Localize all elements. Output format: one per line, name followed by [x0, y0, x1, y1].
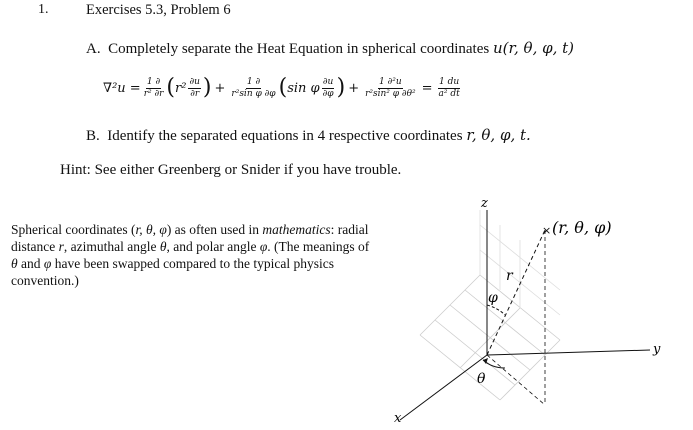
part-a-text: Completely separate the Heat Equation in spherical coordinates: [108, 41, 490, 57]
fraction-numerator: 1 ∂: [146, 76, 161, 87]
part-a-label: A.: [86, 41, 101, 57]
caption-vars: r, θ, φ: [135, 222, 167, 237]
hint-text: Hint: See either Greenberg or Snider if you have trouble.: [60, 162, 402, 178]
caption-text: : radial distance: [11, 222, 369, 254]
theta-label: θ: [477, 371, 486, 387]
projection-floor: [487, 355, 545, 405]
eq-term1-prefactor: [143, 77, 165, 100]
fraction-numerator: 1 ∂: [246, 76, 261, 87]
caption-text: Spherical coordinates (: [11, 222, 136, 237]
left-paren: (: [278, 75, 288, 100]
fraction-denominator: r²sin φ ∂φ: [231, 88, 276, 99]
heat-equation: [103, 70, 463, 106]
caption-text: ) as often used in: [166, 222, 260, 237]
eq-term2-prefactor: [230, 77, 276, 100]
part-b-text: Identify the separated equations in 4 respective coordinates: [107, 128, 463, 144]
caption-var: φ: [259, 239, 268, 254]
eq-term3: [364, 77, 417, 100]
fraction-denominator: ∂r: [190, 88, 200, 99]
fraction-numerator: 1 ∂²u: [379, 76, 402, 87]
caption-var: r: [58, 239, 64, 254]
point-marker-icon: ×: [542, 224, 552, 237]
plus-sign: +: [348, 80, 360, 96]
part-b-label: B.: [86, 128, 100, 144]
fraction-denominator: a² dt: [438, 88, 460, 99]
exercise-title: Exercises 5.3, Problem 6: [86, 2, 231, 18]
caption-text: and: [17, 256, 44, 271]
plus-sign: +: [214, 80, 226, 96]
equals-sign: =: [421, 80, 433, 96]
fraction-numerator: 1 du: [439, 76, 460, 87]
x-axis: [400, 355, 487, 420]
eq-term2-inner-fraction: [322, 77, 335, 100]
eq-rhs: [438, 77, 461, 100]
caption-text: , and polar angle: [166, 239, 260, 254]
eq-term1-inner: r²: [175, 80, 187, 96]
caption-text: . (The meanings of: [267, 239, 370, 254]
point-label: (r, θ, φ): [552, 218, 612, 237]
part-b-coords: r, θ, φ, t.: [466, 126, 531, 144]
fraction-denominator: r²sin² φ ∂θ²: [365, 88, 416, 99]
right-paren: ): [336, 75, 346, 100]
fraction-denominator: ∂φ: [322, 88, 334, 99]
part-a-function: u(r, θ, φ, t): [492, 39, 575, 57]
left-paren: (: [166, 75, 176, 100]
exercise-number: 1.: [38, 2, 49, 17]
eq-term2-inner: sin φ: [287, 80, 320, 96]
r-label: r: [506, 268, 513, 284]
x-axis-label: x: [394, 411, 402, 425]
part-a: [86, 39, 574, 58]
caption-var: θ: [11, 256, 18, 271]
z-axis-label: z: [481, 196, 488, 211]
caption-var: φ: [43, 256, 52, 271]
right-paren: ): [202, 75, 212, 100]
spherical-coordinates-diagram: [380, 190, 680, 425]
fraction-numerator: ∂u: [189, 76, 200, 87]
y-axis-label: y: [653, 342, 661, 357]
caption-text: , azimuthal angle: [63, 239, 160, 254]
eq-lhs: ∇²u =: [103, 80, 141, 96]
fraction-denominator: r² ∂r: [143, 88, 164, 99]
fraction-numerator: ∂u: [322, 76, 334, 87]
phi-label: φ: [488, 290, 498, 306]
caption-text: have been swapped compared to the typical physics convention.): [11, 256, 335, 288]
figure-caption: [11, 221, 371, 289]
y-axis: [487, 350, 650, 355]
caption-var: θ: [159, 239, 167, 254]
part-b: [86, 126, 531, 145]
eq-term1-inner-fraction: [188, 77, 200, 100]
caption-emphasis: mathematics: [262, 222, 331, 237]
